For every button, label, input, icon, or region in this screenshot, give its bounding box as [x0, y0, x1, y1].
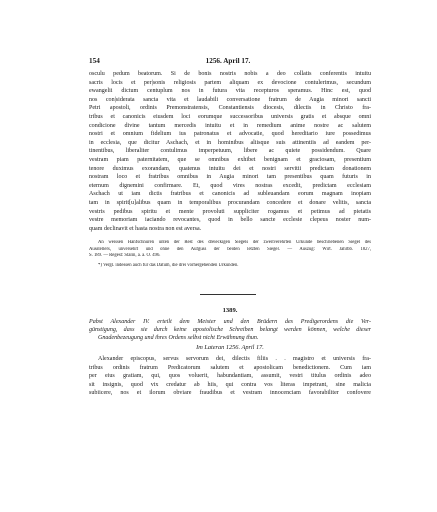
- text-line: sacris locis et per|sonis religiosis partem aliquam ex devocione contulerimus, secundum: [89, 79, 371, 86]
- footnote-line: Ausstellers, unversehrt und ohne den Aufguss der beiden letzten Siegel. — Auszug: Wirt. Jahrbb. 1827,: [89, 246, 371, 252]
- text-line: tam in spirit[u]alibus quam in temporalibus procurandam concedere et donare velitis, sancta: [89, 199, 371, 206]
- document-text: [89, 355, 371, 398]
- summary-line: Pabst Alexander IV. erteilt dem Meister und den Brüdern des Predigerordens die Ver-: [89, 319, 371, 325]
- document-dateline: Im Lateran 1256. April 17.: [196, 344, 264, 351]
- page-number: 154: [89, 57, 100, 65]
- text-line: tenore duximus exorandam, quatenus intuitu dei et nostri servitii predictam donationem: [89, 165, 371, 172]
- text-line: Alexander episcopus, servus servorum dei, dilectis filiis . . magistro et universis fra-: [98, 356, 371, 362]
- text-line: vestris pedibus spiritu et mente provoluti suppliciter rogamus et petimus ad pietatis: [89, 208, 371, 215]
- text-line: nos con|siderata sancta vita et laudabili conversatione fratrum de Augia minori sancti: [89, 96, 371, 103]
- document-summary: [89, 318, 371, 343]
- text-line: per eius gratiam, qui, quos voluerit, habundantiam, assumit, vestri titulus ordinis adeo: [89, 373, 371, 380]
- text-line: osculu pedum beatorum. Si de bonis nostris nobis a deo collatis conferentis intuitu: [89, 71, 371, 77]
- dateline-block: [89, 343, 371, 352]
- text-line: nostri et omnium fidelium ius patronatus et advocatie, quod hereditario iure possedimus: [89, 131, 371, 138]
- text-line: subiicere, nos et ilorum obviare fraudibus et vestram innocenciam favorabiliter confovere: [89, 390, 371, 397]
- text-line: tinentibus, liberaliter contulimus imperpetuum, libere ac quiete possidendum. Quare: [89, 148, 371, 155]
- summary-line: Gnadenbezeugung und ihres Ordens selbst nicht Erwähnung thun.: [98, 335, 259, 342]
- text-line: Aschach ut iam dictis fratribus et canonicis ad subleuandam eorum magnam inopiam: [89, 191, 371, 198]
- running-head-date: 1256. April 17.: [205, 57, 251, 65]
- text-line: ewangelii dictum centuplum nos in futura vita recepturos speramus. Hinc est, quod: [89, 88, 371, 95]
- summary-line: günstigung, dass sie durch keine apostolische Schreiben belangt werden können, welche dieser: [89, 327, 371, 334]
- text-line: tribus et canonicis eiusdem loci eorumque successoribus universis gratis et absque omni: [89, 113, 371, 120]
- star-footnote: [89, 263, 371, 270]
- text-line: vestram piam paternitatem, que se omnibus exhibet benignam et graciosam, presentium: [89, 156, 371, 163]
- text-line: in ecclesia, que dicitur Aschach, et in hominibus aliisque suis attinentiis ad eandem per-: [89, 139, 371, 146]
- footnote-block: [89, 240, 371, 260]
- text-line: vestre memoriam iaciando revocantes, quod in bello sancte ecclesie clepeus noster num-: [89, 217, 371, 224]
- text-line: Petri apostoli, ordinis Premonstratensis, Constantiensis diocesis, dilectis in Christo fra-: [89, 105, 371, 112]
- text-line: nostram loco et fratribus omnibus in Augia minori tam presentibus quam futuris in: [89, 174, 371, 181]
- section-divider: [200, 294, 256, 295]
- text-line: condicione divine tantum mercedis intuitu et in remedium anime nostre ac salutem: [89, 122, 371, 129]
- main-text: [89, 70, 371, 233]
- text-line: tribus ordinis fratrum Predicatorum salutem et apostolicam benedictionem. Cum iam: [89, 364, 371, 371]
- text-line: sit insignis, quod vix credatur ab hiis, qui contra vos literas impetrant, sine malicia: [89, 381, 371, 388]
- star-footnote-text: *) Vergl. indessen auch für das Datum, die drei vorhergehenden Urkunden.: [98, 263, 239, 268]
- footnote-line: An weissen Hanfschnüren unten der Rest des dreieckigen Siegels der zweitverehrten Urkunde beschriebenen Siegel des: [98, 240, 371, 245]
- footnote-line: S. 189. — Regest: Stälin, a. a. O. 496.: [89, 253, 161, 259]
- text-line: eternum dignemini confirmare. Et, quod vires nostras excedit, predictam ecclesiam: [89, 182, 371, 189]
- document-number: 1389.: [222, 307, 238, 314]
- text-line: quam declinavit et hasta nostra non est aversa.: [89, 225, 202, 232]
